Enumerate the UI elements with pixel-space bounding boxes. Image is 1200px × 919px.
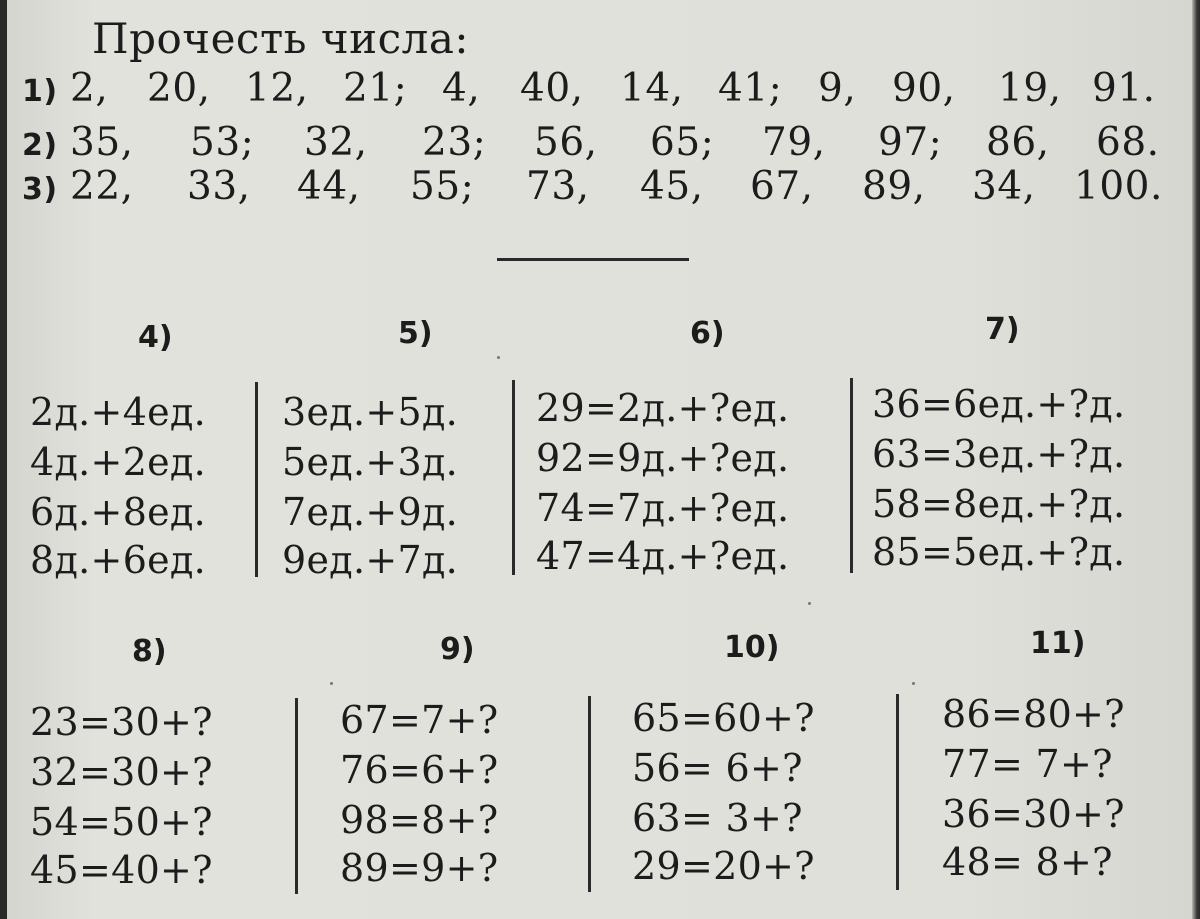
equation-line: 63=3ед.+?д. [872,432,1126,476]
equation-line: 2д.+4ед. [30,390,207,434]
equation-line: 8д.+6ед. [30,538,207,582]
exercise-heading-6: 6) [690,316,725,351]
number-item: 97; [878,120,943,165]
number-item: 33, [187,164,251,209]
number-item: 44, [297,164,361,209]
number-item: 67, [750,164,814,209]
row-label: 2) [22,128,58,163]
equation-line: 29=20+? [632,844,815,888]
exercise-heading-5: 5) [398,316,433,351]
exercise-title: Прочесть числа: [92,14,470,63]
reading-row-2 [22,120,1172,170]
equation-line: 56= 6+? [632,746,803,790]
exercise-heading-11: 11) [1030,626,1086,661]
paper-speck [912,682,915,685]
number-item: 90, [892,66,956,111]
number-item: 19, [998,66,1062,111]
number-item: 40, [520,66,584,111]
equation-line: 3ед.+5д. [282,390,459,434]
number-item: 32, [304,120,368,165]
equation-line: 47=4д.+?ед. [536,534,790,578]
equation-line: 32=30+? [30,750,213,794]
exercise-heading-4: 4) [138,320,173,355]
exercise-heading-10: 10) [724,630,780,665]
number-item: 22, [70,164,134,209]
number-item: 34, [972,164,1036,209]
equation-line: 23=30+? [30,700,213,744]
number-item: 20, [147,66,211,111]
column-separator [255,382,258,577]
equation-line: 48= 8+? [942,840,1113,884]
equation-line: 86=80+? [942,692,1125,736]
equation-line: 89=9+? [340,846,499,890]
number-item: 41; [718,66,783,111]
equation-line: 54=50+? [30,800,213,844]
number-item: 55; [410,164,475,209]
row-label: 3) [22,172,58,207]
row-label: 1) [22,74,58,109]
equation-line: 5ед.+3д. [282,440,459,484]
column-separator [588,696,591,892]
number-item: 4, [442,66,481,111]
section-divider [497,258,689,261]
equation-line: 45=40+? [30,848,213,892]
paper-speck [497,356,500,359]
column-separator [295,698,298,894]
exercise-heading-9: 9) [440,632,475,667]
number-item: 100. [1074,164,1163,209]
number-item: 65; [650,120,715,165]
equation-line: 67=7+? [340,698,499,742]
reading-row-3 [22,164,1172,214]
reading-row-1 [22,66,1172,116]
equation-line: 98=8+? [340,798,499,842]
number-item: 86, [986,120,1050,165]
number-item: 53; [190,120,255,165]
equation-line: 4д.+2ед. [30,440,207,484]
equation-line: 36=6ед.+?д. [872,382,1126,426]
number-item: 14, [620,66,684,111]
number-item: 89, [862,164,926,209]
number-item: 9, [818,66,857,111]
equation-line: 77= 7+? [942,742,1113,786]
number-item: 35, [70,120,134,165]
number-item: 79, [762,120,826,165]
number-item: 73, [526,164,590,209]
exercise-heading-7: 7) [985,312,1020,347]
column-separator [512,380,515,575]
page-left-border [0,0,7,919]
page-right-border [1192,0,1200,919]
equation-line: 7ед.+9д. [282,490,459,534]
number-item: 2, [70,66,109,111]
number-item: 56, [534,120,598,165]
equation-line: 63= 3+? [632,796,803,840]
column-separator [896,694,899,890]
equation-line: 6д.+8ед. [30,490,207,534]
number-item: 68. [1096,120,1160,165]
equation-line: 74=7д.+?ед. [536,486,790,530]
number-item: 21; [343,66,408,111]
equation-line: 76=6+? [340,748,499,792]
equation-line: 9ед.+7д. [282,538,459,582]
paper-speck [330,682,333,685]
paper-speck [808,602,811,605]
number-item: 45, [640,164,704,209]
equation-line: 65=60+? [632,696,815,740]
equation-line: 58=8ед.+?д. [872,482,1126,526]
equation-line: 36=30+? [942,792,1125,836]
exercise-heading-8: 8) [132,634,167,669]
equation-line: 85=5ед.+?д. [872,530,1126,574]
number-item: 12, [245,66,309,111]
equation-line: 29=2д.+?ед. [536,386,790,430]
number-item: 91. [1092,66,1156,111]
number-item: 23; [422,120,487,165]
column-separator [850,378,853,573]
equation-line: 92=9д.+?ед. [536,436,790,480]
